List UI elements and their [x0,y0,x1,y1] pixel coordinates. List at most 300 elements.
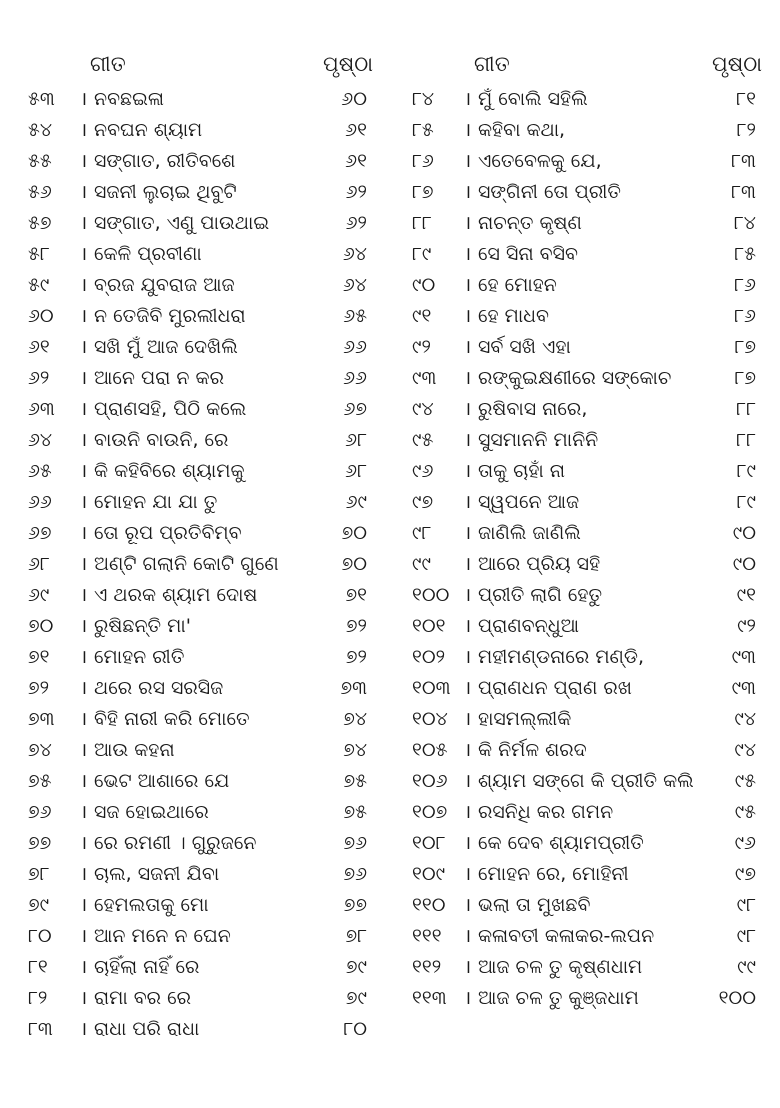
entry-title: ବିହି ନାରୀ କରି ମୋତେ [94,708,250,730]
danda-separator: । [464,460,472,482]
entry-page: ୯୭ [734,863,756,885]
entry-title: ସଙ୍ଗାତ, ଏଣୁ ପାଉଥାଇ [94,212,270,234]
entry-title: ରସନିଧି କର ଗମନ [478,801,614,823]
toc-entry [28,611,373,642]
toc-entry [28,239,373,270]
toc-entry [28,549,373,580]
danda-separator: । [80,677,88,699]
toc-entry [412,673,762,704]
entry-number: ୬୯ [28,584,50,606]
entry-title: ବ୍ରଜ ଯୁବରାଜ ଆଜ [94,274,235,296]
entry-title: ମୁଁ ବୋଲି ସହିଲି [478,88,588,110]
toc-entry [28,363,373,394]
danda-separator: । [80,460,88,482]
toc-entry [412,580,762,611]
entry-page: ୬୬ [343,367,367,389]
entry-page: ୬୪ [342,274,367,296]
entry-number: ୬୭ [28,522,52,544]
entry-number: ୧୦୭ [412,801,448,823]
toc-entry [412,611,762,642]
toc-entry [412,704,762,735]
entry-page: ୭୭ [343,894,367,916]
entry-title: ରୁଷିବାସ ନାରେ, [478,398,588,420]
entry-page: ୭୪ [343,739,367,761]
danda-separator: । [80,491,88,513]
entry-number: ୯୨ [412,336,431,358]
toc-entry [412,208,762,239]
danda-separator: । [464,801,472,823]
toc-entry [412,146,762,177]
toc-entry [28,890,373,921]
entry-page: ୧୦୦ [718,987,756,1009]
toc-entry [28,270,373,301]
danda-separator: । [80,925,88,947]
entry-page: ୮୮ [736,429,756,451]
danda-separator: । [464,243,472,265]
entry-number: ୧୦୫ [412,739,448,761]
entry-page: ୭୨ [345,615,367,637]
entry-number: ୮୫ [412,119,434,141]
entry-number: ୮୬ [412,150,434,172]
entry-title: ଏତେବେଳକୁ ଯେ, [478,150,602,172]
entry-page: ୮୩ [731,150,756,172]
entry-page: ୭୦ [341,522,367,544]
danda-separator: । [464,987,472,1009]
toc-column-right [412,52,762,1014]
toc-entry [412,363,762,394]
toc-entry [28,797,373,828]
entry-page: ୯୫ [734,770,756,792]
entry-page: ୭୩ [340,677,367,699]
toc-entry [28,735,373,766]
entry-page: ୯୯ [737,956,756,978]
danda-separator: । [464,832,472,854]
toc-entry [28,177,373,208]
entry-page: ୮୯ [736,460,756,482]
entry-number: ୧୦୨ [412,646,446,668]
entry-number: ୬୦ [28,305,54,327]
entry-title: ଭେଟ ଆଶାରେ ଯେ [94,770,230,792]
entry-title: ହେମଲତାକୁ ମୋ [94,894,209,916]
toc-list-right [412,84,762,1014]
danda-separator: । [464,429,472,451]
entry-title: ରେ ରମଣୀ । ଗୁରୁଜନେ [94,832,257,854]
entry-page: ୮୬ [734,274,756,296]
danda-separator: । [80,243,88,265]
entry-number: ୯୫ [412,429,434,451]
entry-page: ୮୩ [731,181,756,203]
danda-separator: । [80,615,88,637]
entry-title: ଆନ ମନେ ନ ଘେନ [94,925,231,947]
entry-title: ସଜ ହୋଇଥାରେ [94,801,209,823]
toc-entry [28,828,373,859]
danda-separator: । [464,584,472,606]
header-song: ଗୀତ [90,52,126,76]
toc-entry [412,766,762,797]
entry-page: ୮୭ [734,367,756,389]
entry-page: ୯୧ [736,584,756,606]
entry-page: ୭୨ [345,646,367,668]
toc-entry [28,487,373,518]
entry-title: ହାସମଲ୍ଲୀକି [478,708,572,730]
entry-title: ଚାହିଁଲା ନାହିଁ ରେ [94,956,200,978]
entry-title: ମୋହନ ରୀତି [94,646,185,668]
danda-separator: । [464,925,472,947]
toc-entry [28,115,373,146]
entry-number: ୧୦୦ [412,584,450,606]
toc-entry [412,177,762,208]
entry-title: ସୁସମାନନି ମାନିନି [478,429,599,451]
entry-number: ୭୮ [28,863,50,885]
entry-page: ୭୬ [343,863,367,885]
entry-number: ୬୩ [28,398,55,420]
toc-entry [28,952,373,983]
danda-separator: । [464,646,472,668]
entry-page: ୬୪ [342,243,367,265]
danda-separator: । [80,956,88,978]
toc-entry [412,270,762,301]
entry-page: ୭୯ [345,987,367,1009]
entry-title: ନବଘନ ଶ୍ୟାମ [94,119,203,141]
entry-page: ୯୮ [736,894,756,916]
danda-separator: । [80,584,88,606]
entry-title: ସର୍ବ ସଖି ଏହା [478,336,571,358]
entry-page: ୯୪ [734,708,756,730]
entry-title: ବାଉନି ବାଉନି, ରେ [94,429,229,451]
danda-separator: । [464,770,472,792]
toc-entry [412,332,762,363]
entry-title: ସଙ୍ଗିନୀ ତୋ ପ୍ରୀତି [478,181,621,203]
entry-number: ୧୦୧ [412,615,446,637]
entry-number: ୯୧ [412,305,432,327]
entry-title: ମୋହନ ରେ, ମୋହିନୀ [478,863,629,885]
danda-separator: । [464,119,472,141]
entry-number: ୫୮ [28,243,50,265]
toc-entry [28,208,373,239]
entry-page: ୮୮ [736,398,756,420]
entry-number: ୫୩ [28,88,55,110]
entry-number: ୬୫ [28,460,52,482]
entry-number: ୯୮ [412,522,432,544]
entry-number: ୫୯ [28,274,50,296]
entry-page: ୬୧ [345,119,367,141]
toc-entry [28,394,373,425]
entry-page: ୭୪ [343,708,367,730]
toc-column-left [28,52,373,1045]
entry-number: ୮୩ [28,1018,53,1040]
toc-entry [412,487,762,518]
entry-title: ସଜନୀ ଲୁଚାଇ ଥିବୁଟି [94,181,237,203]
entry-title: ସଙ୍ଗାତ, ରୀତିବଶେ [94,150,236,172]
toc-entry [412,735,762,766]
danda-separator: । [80,1018,88,1040]
toc-entry [412,828,762,859]
entry-number: ୭୬ [28,801,52,823]
danda-separator: । [464,956,472,978]
entry-title: କେଳି ପ୍ରବୀଣା [94,243,202,265]
entry-number: ୮୦ [28,925,52,947]
entry-title: ଆଜ ଚଳ ତୁ କୃଷ୍ଣଧାମ [478,956,643,978]
entry-page: ୮୯ [736,491,756,513]
entry-title: ଶ୍ୟାମ ସଙ୍ଗେ କି ପ୍ରୀତି କଲି [478,770,694,792]
toc-entry [412,921,762,952]
entry-number: ୭୯ [28,894,50,916]
toc-entry [28,84,373,115]
entry-title: କଳାବତୀ କଳାକର-ଲପନ [478,925,655,947]
entry-title: ଥରେ ରସ ସରସିଜ [94,677,224,699]
entry-title: ତୋ ରୂପ ପ୍ରତିବିମ୍ବ [94,522,242,544]
danda-separator: । [464,522,472,544]
toc-entry [412,239,762,270]
entry-page: ୬୫ [343,305,367,327]
toc-entry [412,642,762,673]
danda-separator: । [80,832,88,854]
danda-separator: । [80,150,88,172]
entry-page: ୯୩ [731,646,756,668]
entry-number: ୬୧ [28,336,50,358]
danda-separator: । [464,367,472,389]
danda-separator: । [464,274,472,296]
entry-title: କହିବା କଥା, [478,119,566,141]
toc-entry [28,425,373,456]
danda-separator: । [464,615,472,637]
toc-entry [412,518,762,549]
toc-entry [28,580,373,611]
entry-page: ୬୨ [345,212,367,234]
entry-page: ୭୫ [343,801,367,823]
danda-separator: । [464,88,472,110]
danda-separator: । [464,863,472,885]
toc-entry [28,456,373,487]
entry-number: ୬୨ [28,367,50,389]
entry-number: ୭୭ [28,832,52,854]
entry-title: ରୁଷିଛନ୍ତି ମା' [94,615,191,637]
entry-page: ୮୪ [733,212,756,234]
danda-separator: । [80,646,88,668]
entry-page: ୯୦ [732,553,756,575]
entry-number: ୫୬ [28,181,52,203]
entry-title: ଚାଲ, ସଜନୀ ଯିବା [94,863,220,885]
entry-page: ୬୦ [341,88,367,110]
danda-separator: । [464,181,472,203]
entry-title: ମହୀମଣ୍ଡନାରେ ମଣ୍ଡି, [478,646,645,668]
danda-separator: । [464,150,472,172]
entry-title: ଆରେ ପ୍ରିୟ ସହି [478,553,601,575]
entry-page: ୬୧ [345,150,367,172]
entry-page: ୯୨ [737,615,756,637]
toc-entry [412,983,762,1014]
toc-entry [412,425,762,456]
toc-entry [28,859,373,890]
entry-number: ୭୫ [28,770,52,792]
entry-title: କି ନିର୍ମଳ ଶରଦ [478,739,587,761]
entry-title: ପ୍ରାଣବନ୍ଧୁଆ [478,615,579,637]
entry-number: ୬୮ [28,553,50,575]
entry-page: ୮୭ [734,336,756,358]
header-page: ପୃଷ୍ଠା [322,52,373,76]
toc-entry [28,1014,373,1045]
entry-number: ୧୦୮ [412,832,446,854]
danda-separator: । [464,553,472,575]
toc-entry [412,456,762,487]
toc-entry [412,890,762,921]
entry-number: ୧୦୪ [412,708,448,730]
danda-separator: । [80,274,88,296]
entry-number: ୧୧୧ [412,925,442,947]
entry-page: ୬୮ [345,460,367,482]
entry-page: ୭୮ [345,925,367,947]
entry-number: ୧୦୬ [412,770,448,792]
danda-separator: । [464,305,472,327]
entry-page: ୬୭ [343,398,367,420]
entry-page: ୮୬ [734,305,756,327]
danda-separator: । [80,863,88,885]
toc-list-left [28,84,373,1045]
entry-number: ୯୪ [412,398,434,420]
toc-entry [28,518,373,549]
entry-page: ୯୮ [736,925,756,947]
danda-separator: । [80,336,88,358]
danda-separator: । [464,708,472,730]
toc-entry [28,673,373,704]
entry-page: ୮୫ [734,243,756,265]
entry-number: ୫୭ [28,212,52,234]
danda-separator: । [80,894,88,916]
column-header [412,52,762,84]
entry-title: ସ୍ୱପନେ ଆଜ [478,491,580,513]
entry-number: ୮୧ [28,956,48,978]
entry-number: ୫୪ [28,119,53,141]
entry-title: ନ ତେଜିବି ମୁରଲୀଧରା [94,305,246,327]
danda-separator: । [80,119,88,141]
entry-number: ୯୯ [412,553,431,575]
toc-entry [412,84,762,115]
entry-number: ୭୩ [28,708,55,730]
toc-entry [412,797,762,828]
entry-number: ୯୬ [412,460,434,482]
entry-number: ୬୪ [28,429,53,451]
toc-entry [28,766,373,797]
toc-entry [28,301,373,332]
toc-entry [28,983,373,1014]
danda-separator: । [80,88,88,110]
entry-number: ୧୧୨ [412,956,442,978]
entry-title: ପ୍ରୀତି ଲାଗି ହେତୁ [478,584,602,606]
entry-number: ୯୩ [412,367,437,389]
toc-entry [412,549,762,580]
entry-page: ୭୬ [343,832,367,854]
entry-title: ଏ ଥରକ ଶ୍ୟାମ ଦୋଷ [94,584,258,606]
entry-title: ପ୍ରାଣଧନ ପ୍ରାଣ ରଖ [478,677,633,699]
column-header [28,52,373,84]
entry-page: ୯୫ [734,801,756,823]
danda-separator: । [80,181,88,203]
danda-separator: । [80,305,88,327]
entry-number: ୭୨ [28,677,50,699]
entry-title: ସେ ସିନା ବସିବ [478,243,578,265]
entry-page: ୭୦ [341,553,367,575]
toc-entry [28,642,373,673]
entry-number: ୧୦୯ [412,863,446,885]
entry-number: ୧୧୦ [412,894,446,916]
entry-number: ୧୧୩ [412,987,447,1009]
toc-entry [28,332,373,363]
danda-separator: । [464,491,472,513]
toc-entry [412,952,762,983]
entry-page: ୭୧ [345,584,367,606]
entry-number: ୯୭ [412,491,434,513]
entry-page: ୮୨ [736,119,756,141]
danda-separator: । [80,739,88,761]
entry-page: ୬୯ [345,491,367,513]
entry-title: ରଙ୍କୁଇକ୍ଷଣୀରେ ସଙ୍କୋଚ [478,367,672,389]
entry-number: ୮୯ [412,243,432,265]
entry-number: ୮୪ [412,88,435,110]
entry-number: ୮୮ [412,212,432,234]
danda-separator: । [80,398,88,420]
entry-number: ୮୭ [412,181,434,203]
entry-page: ୮୦ [343,1018,367,1040]
entry-title: ସଖି ମୁଁ ଆଜ ଦେଖିଲି [94,336,238,358]
toc-entry [412,301,762,332]
entry-title: ଅଣ୍ଟି ଗଲାନି କୋଟି ଗୁଣେ [94,553,279,575]
danda-separator: । [464,398,472,420]
header-page: ପୃଷ୍ଠା [711,52,762,76]
danda-separator: । [80,553,88,575]
danda-separator: । [80,522,88,544]
danda-separator: । [464,739,472,761]
danda-separator: । [464,894,472,916]
entry-page: ୯୩ [731,677,756,699]
entry-title: ମୋହନ ଯା ଯା ତୁ [94,491,218,513]
entry-title: କି କହିବିରେ ଶ୍ୟାମକୁ [94,460,245,482]
entry-title: ହେ ମୋହନ [478,274,557,296]
entry-number: ୯୦ [412,274,436,296]
toc-entry [412,115,762,146]
entry-title: ହେ ମାଧବ [478,305,550,327]
entry-title: ନବଛଇଳା [94,88,165,110]
entry-page: ୬୨ [345,181,367,203]
entry-title: ତାକୁ ଚାହାଁ ନା [478,460,566,482]
toc-entry [28,146,373,177]
danda-separator: । [80,429,88,451]
entry-page: ୭୫ [343,770,367,792]
toc-entry [412,394,762,425]
entry-number: ୮୨ [28,987,48,1009]
danda-separator: । [80,212,88,234]
entry-title: ଭଲା ତା ମୁଖଛବି [478,894,591,916]
entry-page: ୮୧ [736,88,756,110]
entry-title: ଜାଣିଲି ଜାଣିଲି [478,522,581,544]
entry-page: ୯୦ [732,522,756,544]
entry-title: କେ ଦେବ ଶ୍ୟାମପ୍ରୀତି [478,832,644,854]
danda-separator: । [80,987,88,1009]
danda-separator: । [80,770,88,792]
entry-title: ରାଧା ପରି ରାଧା [94,1018,200,1040]
entry-page: ୬୮ [345,429,367,451]
entry-title: ଆଉ କହନା [94,739,175,761]
entry-page: ୯୬ [734,832,756,854]
entry-title: ଆଜ ଚଳ ତୁ କୁଞ୍ଜଧାମ [478,987,639,1009]
toc-entry [28,921,373,952]
entry-number: ୫୫ [28,150,52,172]
entry-number: ୭୦ [28,615,54,637]
entry-page: ୬୬ [343,336,367,358]
entry-number: ୭୧ [28,646,50,668]
header-song: ଗୀତ [474,52,510,76]
entry-title: ଆନେ ପରା ନ କର [94,367,224,389]
entry-number: ୬୬ [28,491,52,513]
